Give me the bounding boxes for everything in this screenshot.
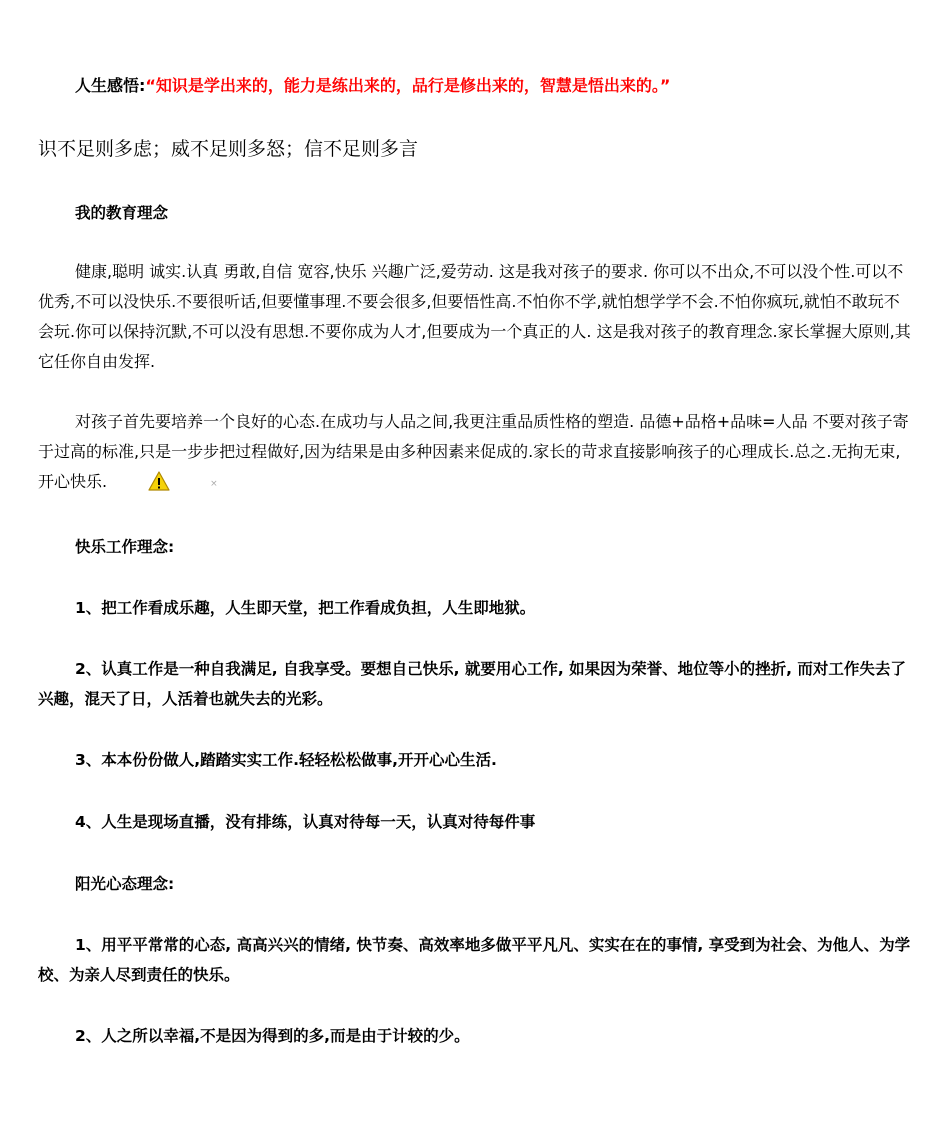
close-icon[interactable]: ×: [210, 479, 218, 489]
education-paragraph-2: [38, 407, 912, 501]
sunshine-heading: 阳光心态理念:: [75, 875, 175, 893]
proverb: 识不足则多虑；威不足则多怒；信不足则多言: [38, 138, 419, 160]
education-paragraph-1: 健康,聪明 诚实.认真 勇敢,自信 宽容,快乐 兴趣广泛,爱劳动. 这是我对孩子的要求. 你可以不出众,不可以没个性.可以不优秀,不可以没快乐.不要很听话,但要懂事理.不要会很多,但要悟性高.不怕你不学,就怕想学学不会.不怕你疯玩,就怕不敢玩不会玩.你可以保持沉默,不可以没有思想.不要你成为人才,但要成为一个真正的人. 这是我对孩子的教育理念.家长掌握大原则,其它任你自由发挥.: [38, 262, 911, 371]
work-item-3: 3、本本份份做人,踏踏实实工作.轻轻松松做事,开开心心生活.: [75, 751, 497, 769]
warning-icon: [111, 471, 170, 501]
education-heading: 我的教育理念: [75, 204, 169, 222]
sunshine-item-2: 2、人之所以幸福,不是因为得到的多,而是由于计较的少。: [75, 1027, 470, 1045]
insight-quote: “知识是学出来的，能力是练出来的，品行是修出来的，智慧是悟出来的。”: [145, 76, 671, 95]
insight-label: 人生感悟:: [75, 76, 146, 95]
work-item-2: 2、认真工作是一种自我满足, 自我享受。要想自己快乐, 就要用心工作, 如果因为荣誉、地位等小的挫折, 而对工作失去了兴趣，混天了日，人活着也就失去的光彩。: [38, 660, 906, 708]
work-heading: 快乐工作理念:: [75, 538, 175, 556]
insight-line: [38, 71, 912, 101]
education-paragraph-2-text: 对孩子首先要培养一个良好的心态.在成功与人品之间,我更注重品质性格的塑造. 品德+品格+品味=人品 不要对孩子寄于过高的标准,只是一步步把过程做好,因为结果是由多种因素来促成的.家长的苛求直接影响孩子的心理成长.总之.无拘无束,开心快乐.: [38, 412, 909, 491]
sunshine-item-1: 1、用平平常常的心态, 高高兴兴的情绪, 快节奏、高效率地多做平平凡凡、实实在在的事情, 享受到为社会、为他人、为学校、为亲人尽到责任的快乐。: [38, 936, 911, 984]
work-item-4: 4、人生是现场直播，没有排练，认真对待每一天，认真对待每件事: [75, 813, 536, 831]
work-item-1: 1、把工作看成乐趣，人生即天堂，把工作看成负担，人生即地狱。: [75, 599, 536, 617]
